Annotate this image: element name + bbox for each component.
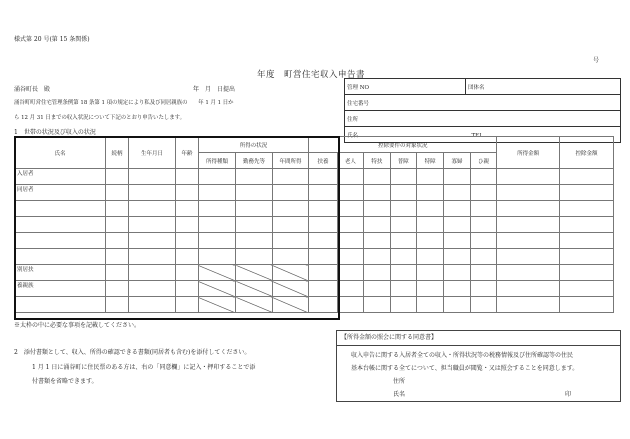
table-cell[interactable]	[106, 233, 128, 249]
table-row	[15, 201, 614, 217]
header-birth-date: 生年月日	[128, 137, 176, 169]
header-special-disabled: 特障	[416, 153, 443, 169]
attachment-note-line-1: 2 添付書類として、収入、所得の確認できる書類(同居者も含む)を添付してください。	[14, 349, 251, 356]
table-cell[interactable]	[416, 233, 443, 249]
header-income-type: 所得種類	[198, 153, 236, 169]
table-cell[interactable]	[497, 265, 560, 281]
table-cell[interactable]	[390, 297, 416, 313]
table-cell[interactable]	[272, 297, 309, 313]
table-cell[interactable]	[106, 185, 128, 201]
table-cell[interactable]	[106, 281, 128, 297]
table-row	[15, 297, 614, 313]
table-cell[interactable]	[364, 281, 390, 297]
table-cell[interactable]	[444, 249, 470, 265]
table-cell[interactable]	[15, 201, 106, 217]
table-cell[interactable]	[198, 201, 236, 217]
table-cell[interactable]	[390, 265, 416, 281]
table-cell[interactable]	[416, 297, 443, 313]
table-cell[interactable]	[198, 249, 236, 265]
table-cell[interactable]	[390, 217, 416, 233]
table-cell[interactable]	[416, 169, 443, 185]
table-cell[interactable]	[106, 169, 128, 185]
table-cell[interactable]	[309, 217, 337, 233]
table-cell[interactable]	[560, 217, 614, 233]
table-cell[interactable]	[106, 297, 128, 313]
table-cell[interactable]	[15, 249, 106, 265]
table-cell[interactable]	[128, 265, 176, 281]
table-cell[interactable]	[236, 233, 273, 249]
table-cell[interactable]	[416, 217, 443, 233]
table-cell[interactable]	[176, 201, 198, 217]
table-cell[interactable]	[128, 217, 176, 233]
table-cell[interactable]	[309, 233, 337, 249]
dependent-relative-row	[15, 281, 614, 297]
table-cell[interactable]	[390, 249, 416, 265]
intro-line-1: 涌谷町町営住宅管理条例第 18 条第 1 項の規定により私及び同居親族の 年 1 月 1 日か	[14, 100, 234, 106]
table-cell[interactable]	[128, 185, 176, 201]
header-single-parent: ひ親	[470, 153, 496, 169]
submit-date: 年 月 日提出	[193, 86, 236, 93]
table-cell[interactable]	[272, 233, 309, 249]
table-cell[interactable]	[272, 217, 309, 233]
table-cell[interactable]	[176, 217, 198, 233]
addressee: 涌谷町長 殿	[14, 86, 51, 93]
table-cell[interactable]	[497, 297, 560, 313]
consent-name-label[interactable]: 氏名	[393, 391, 406, 398]
header-annual-income: 年間所得	[272, 153, 309, 169]
table-cell[interactable]	[106, 265, 128, 281]
table-cell[interactable]	[176, 185, 198, 201]
attachment-note-line-2: 1 月 1 日に涌谷町に住民票のある方は、右の「同意欄」に記入・押印することで添	[32, 364, 256, 371]
table-cell[interactable]	[128, 169, 176, 185]
form-number: 様式第 20 号(第 15 条関係)	[14, 36, 90, 43]
resident-row-label: 入居者	[17, 171, 34, 177]
separate-dependent-row-label: 別居扶	[17, 267, 34, 273]
table-cell[interactable]	[176, 297, 198, 313]
table-cell[interactable]	[470, 233, 496, 249]
table-cell[interactable]	[560, 249, 614, 265]
table-cell[interactable]	[470, 297, 496, 313]
table-cell[interactable]	[497, 201, 560, 217]
header-employer: 勤務先等	[236, 153, 273, 169]
table-cell[interactable]	[560, 201, 614, 217]
table-cell[interactable]	[337, 249, 363, 265]
table-cell[interactable]	[128, 201, 176, 217]
header-dependent: 扶養	[309, 153, 337, 169]
table-cell[interactable]	[560, 265, 614, 281]
table-cell[interactable]	[106, 217, 128, 233]
table-cell[interactable]	[470, 217, 496, 233]
table-cell[interactable]	[390, 233, 416, 249]
table-cell[interactable]	[309, 265, 337, 281]
table-cell[interactable]	[309, 297, 337, 313]
table-cell[interactable]	[470, 281, 496, 297]
header-income-status: 所得の状況	[198, 137, 309, 153]
table-cell[interactable]	[236, 281, 273, 297]
table-cell[interactable]	[337, 297, 363, 313]
table-cell[interactable]	[128, 249, 176, 265]
table-cell[interactable]	[444, 265, 470, 281]
table-cell[interactable]	[470, 169, 496, 185]
group-name-field[interactable]: 団体名	[466, 79, 621, 95]
header-deduction-target: 控除要件の対象状況	[309, 137, 497, 153]
bold-frame-note: ※太枠の中に必要な事項を記載してください。	[14, 322, 141, 329]
address-field[interactable]: 住所	[345, 111, 621, 127]
table-cell[interactable]	[337, 201, 363, 217]
header-disabled: 普障	[390, 153, 416, 169]
table-cell[interactable]	[15, 217, 106, 233]
header-deduction-amount: 控除金額	[560, 137, 614, 169]
table-cell[interactable]	[272, 169, 309, 185]
table-cell[interactable]	[337, 169, 363, 185]
table-row	[15, 217, 614, 233]
table-cell[interactable]	[176, 233, 198, 249]
table-cell[interactable]	[128, 281, 176, 297]
table-cell[interactable]	[560, 233, 614, 249]
table-cell[interactable]	[15, 185, 106, 201]
dependent-relative-row-label: 養親族	[17, 283, 34, 289]
table-cell[interactable]	[106, 249, 128, 265]
table-cell[interactable]	[390, 201, 416, 217]
table-cell[interactable]	[364, 265, 390, 281]
table-cell[interactable]	[470, 201, 496, 217]
table-cell[interactable]	[272, 185, 309, 201]
table-cell[interactable]	[444, 217, 470, 233]
applicant-info-box	[344, 78, 621, 143]
table-cell[interactable]	[236, 217, 273, 233]
table-cell[interactable]	[364, 233, 390, 249]
table-cell[interactable]	[128, 233, 176, 249]
separate-dependent-row	[15, 265, 614, 281]
table-cell[interactable]	[15, 297, 106, 313]
section-1-heading: 1 世帯の状況及び収入の状況	[14, 129, 96, 136]
table-cell[interactable]	[236, 265, 273, 281]
table-cell[interactable]	[176, 169, 198, 185]
table-cell[interactable]	[337, 281, 363, 297]
cohabitant-row-label: 同居者	[17, 187, 34, 193]
table-cell[interactable]	[390, 281, 416, 297]
table-cell[interactable]	[309, 169, 337, 185]
table-cell[interactable]	[272, 265, 309, 281]
page-title: 年度 町営住宅収入申告書	[257, 70, 366, 80]
table-cell[interactable]	[236, 185, 273, 201]
header-relation: 続柄	[106, 137, 128, 169]
table-cell[interactable]	[470, 265, 496, 281]
table-cell[interactable]	[470, 249, 496, 265]
table-cell[interactable]	[497, 169, 560, 185]
table-cell[interactable]	[390, 185, 416, 201]
consent-title: 【所得金額の照会に関する同意書】	[337, 331, 620, 346]
table-cell[interactable]	[416, 281, 443, 297]
table-cell[interactable]	[176, 281, 198, 297]
table-cell[interactable]	[416, 201, 443, 217]
table-cell[interactable]	[444, 169, 470, 185]
consent-line-1: 収入申告に関する入居者全ての収入・所得状況等の税務情報及び住所確認等の住民	[351, 352, 574, 359]
table-cell[interactable]	[106, 201, 128, 217]
consent-line-2: 基本台帳に関する全てについて、担当職員が閲覧・又は照会することを同意します。	[351, 365, 579, 372]
attachment-note-line-3: 付書類を省略できます。	[32, 378, 98, 385]
housing-no-field[interactable]: 住宅番号	[345, 95, 621, 111]
household-income-table	[14, 136, 614, 313]
table-cell[interactable]	[560, 281, 614, 297]
table-cell[interactable]	[15, 233, 106, 249]
name-label: 氏名	[347, 132, 359, 139]
table-cell[interactable]	[15, 169, 106, 185]
header-widow: 寡婦	[444, 153, 470, 169]
header-special-dependent: 特扶	[364, 153, 390, 169]
resident-row	[15, 169, 614, 185]
table-row	[15, 233, 614, 249]
table-cell[interactable]	[198, 217, 236, 233]
table-cell[interactable]	[309, 281, 337, 297]
table-cell[interactable]	[390, 169, 416, 185]
table-cell[interactable]	[309, 185, 337, 201]
table-cell[interactable]	[444, 297, 470, 313]
consent-box	[336, 330, 621, 402]
table-cell[interactable]	[337, 185, 363, 201]
table-cell[interactable]	[176, 265, 198, 281]
table-cell[interactable]	[560, 169, 614, 185]
header-elderly: 老人	[337, 153, 363, 169]
table-cell[interactable]	[444, 233, 470, 249]
table-cell[interactable]	[176, 249, 198, 265]
table-cell[interactable]	[337, 217, 363, 233]
table-cell[interactable]	[364, 201, 390, 217]
table-cell[interactable]	[444, 185, 470, 201]
table-cell[interactable]	[560, 185, 614, 201]
table-row	[15, 249, 614, 265]
table-cell[interactable]	[236, 201, 273, 217]
table-cell[interactable]	[416, 185, 443, 201]
number-label: 号	[593, 57, 600, 64]
table-cell[interactable]	[236, 169, 273, 185]
table-cell[interactable]	[444, 281, 470, 297]
management-no-field[interactable]: 管理 NO	[345, 79, 466, 95]
table-cell[interactable]	[470, 185, 496, 201]
consent-address-label[interactable]: 住所	[393, 378, 406, 385]
table-cell[interactable]	[497, 281, 560, 297]
table-cell[interactable]	[198, 265, 236, 281]
table-cell[interactable]	[497, 217, 560, 233]
table-cell[interactable]	[198, 185, 236, 201]
table-cell[interactable]	[198, 281, 236, 297]
table-cell[interactable]	[309, 201, 337, 217]
table-cell[interactable]	[364, 169, 390, 185]
table-cell[interactable]	[272, 249, 309, 265]
table-cell[interactable]	[198, 233, 236, 249]
table-cell[interactable]	[497, 249, 560, 265]
table-cell[interactable]	[128, 297, 176, 313]
intro-line-2: ら 12 月 31 日までの収入状況について下記のとおり申告いたします。	[14, 115, 185, 121]
consent-seal-label: 印	[565, 391, 572, 398]
header-age: 年齢	[176, 137, 198, 169]
table-cell[interactable]	[236, 297, 273, 313]
table-cell[interactable]	[337, 233, 363, 249]
table-cell[interactable]	[236, 249, 273, 265]
table-cell[interactable]	[364, 249, 390, 265]
table-cell[interactable]	[337, 265, 363, 281]
table-cell[interactable]	[497, 185, 560, 201]
table-cell[interactable]	[198, 297, 236, 313]
table-cell[interactable]	[272, 201, 309, 217]
table-cell[interactable]	[364, 217, 390, 233]
table-cell[interactable]	[444, 201, 470, 217]
table-cell[interactable]	[416, 249, 443, 265]
header-name: 氏名	[15, 137, 106, 169]
table-cell[interactable]	[497, 233, 560, 249]
table-cell[interactable]	[364, 297, 390, 313]
tel-label: TEL	[471, 132, 483, 139]
table-cell[interactable]	[309, 249, 337, 265]
table-cell[interactable]	[272, 281, 309, 297]
table-cell[interactable]	[560, 297, 614, 313]
table-cell[interactable]	[15, 281, 106, 297]
table-cell[interactable]	[416, 265, 443, 281]
header-income-amount: 所得金額	[497, 137, 560, 169]
table-cell[interactable]	[364, 185, 390, 201]
table-cell[interactable]	[198, 169, 236, 185]
cohabitant-row	[15, 185, 614, 201]
table-cell[interactable]	[15, 265, 106, 281]
